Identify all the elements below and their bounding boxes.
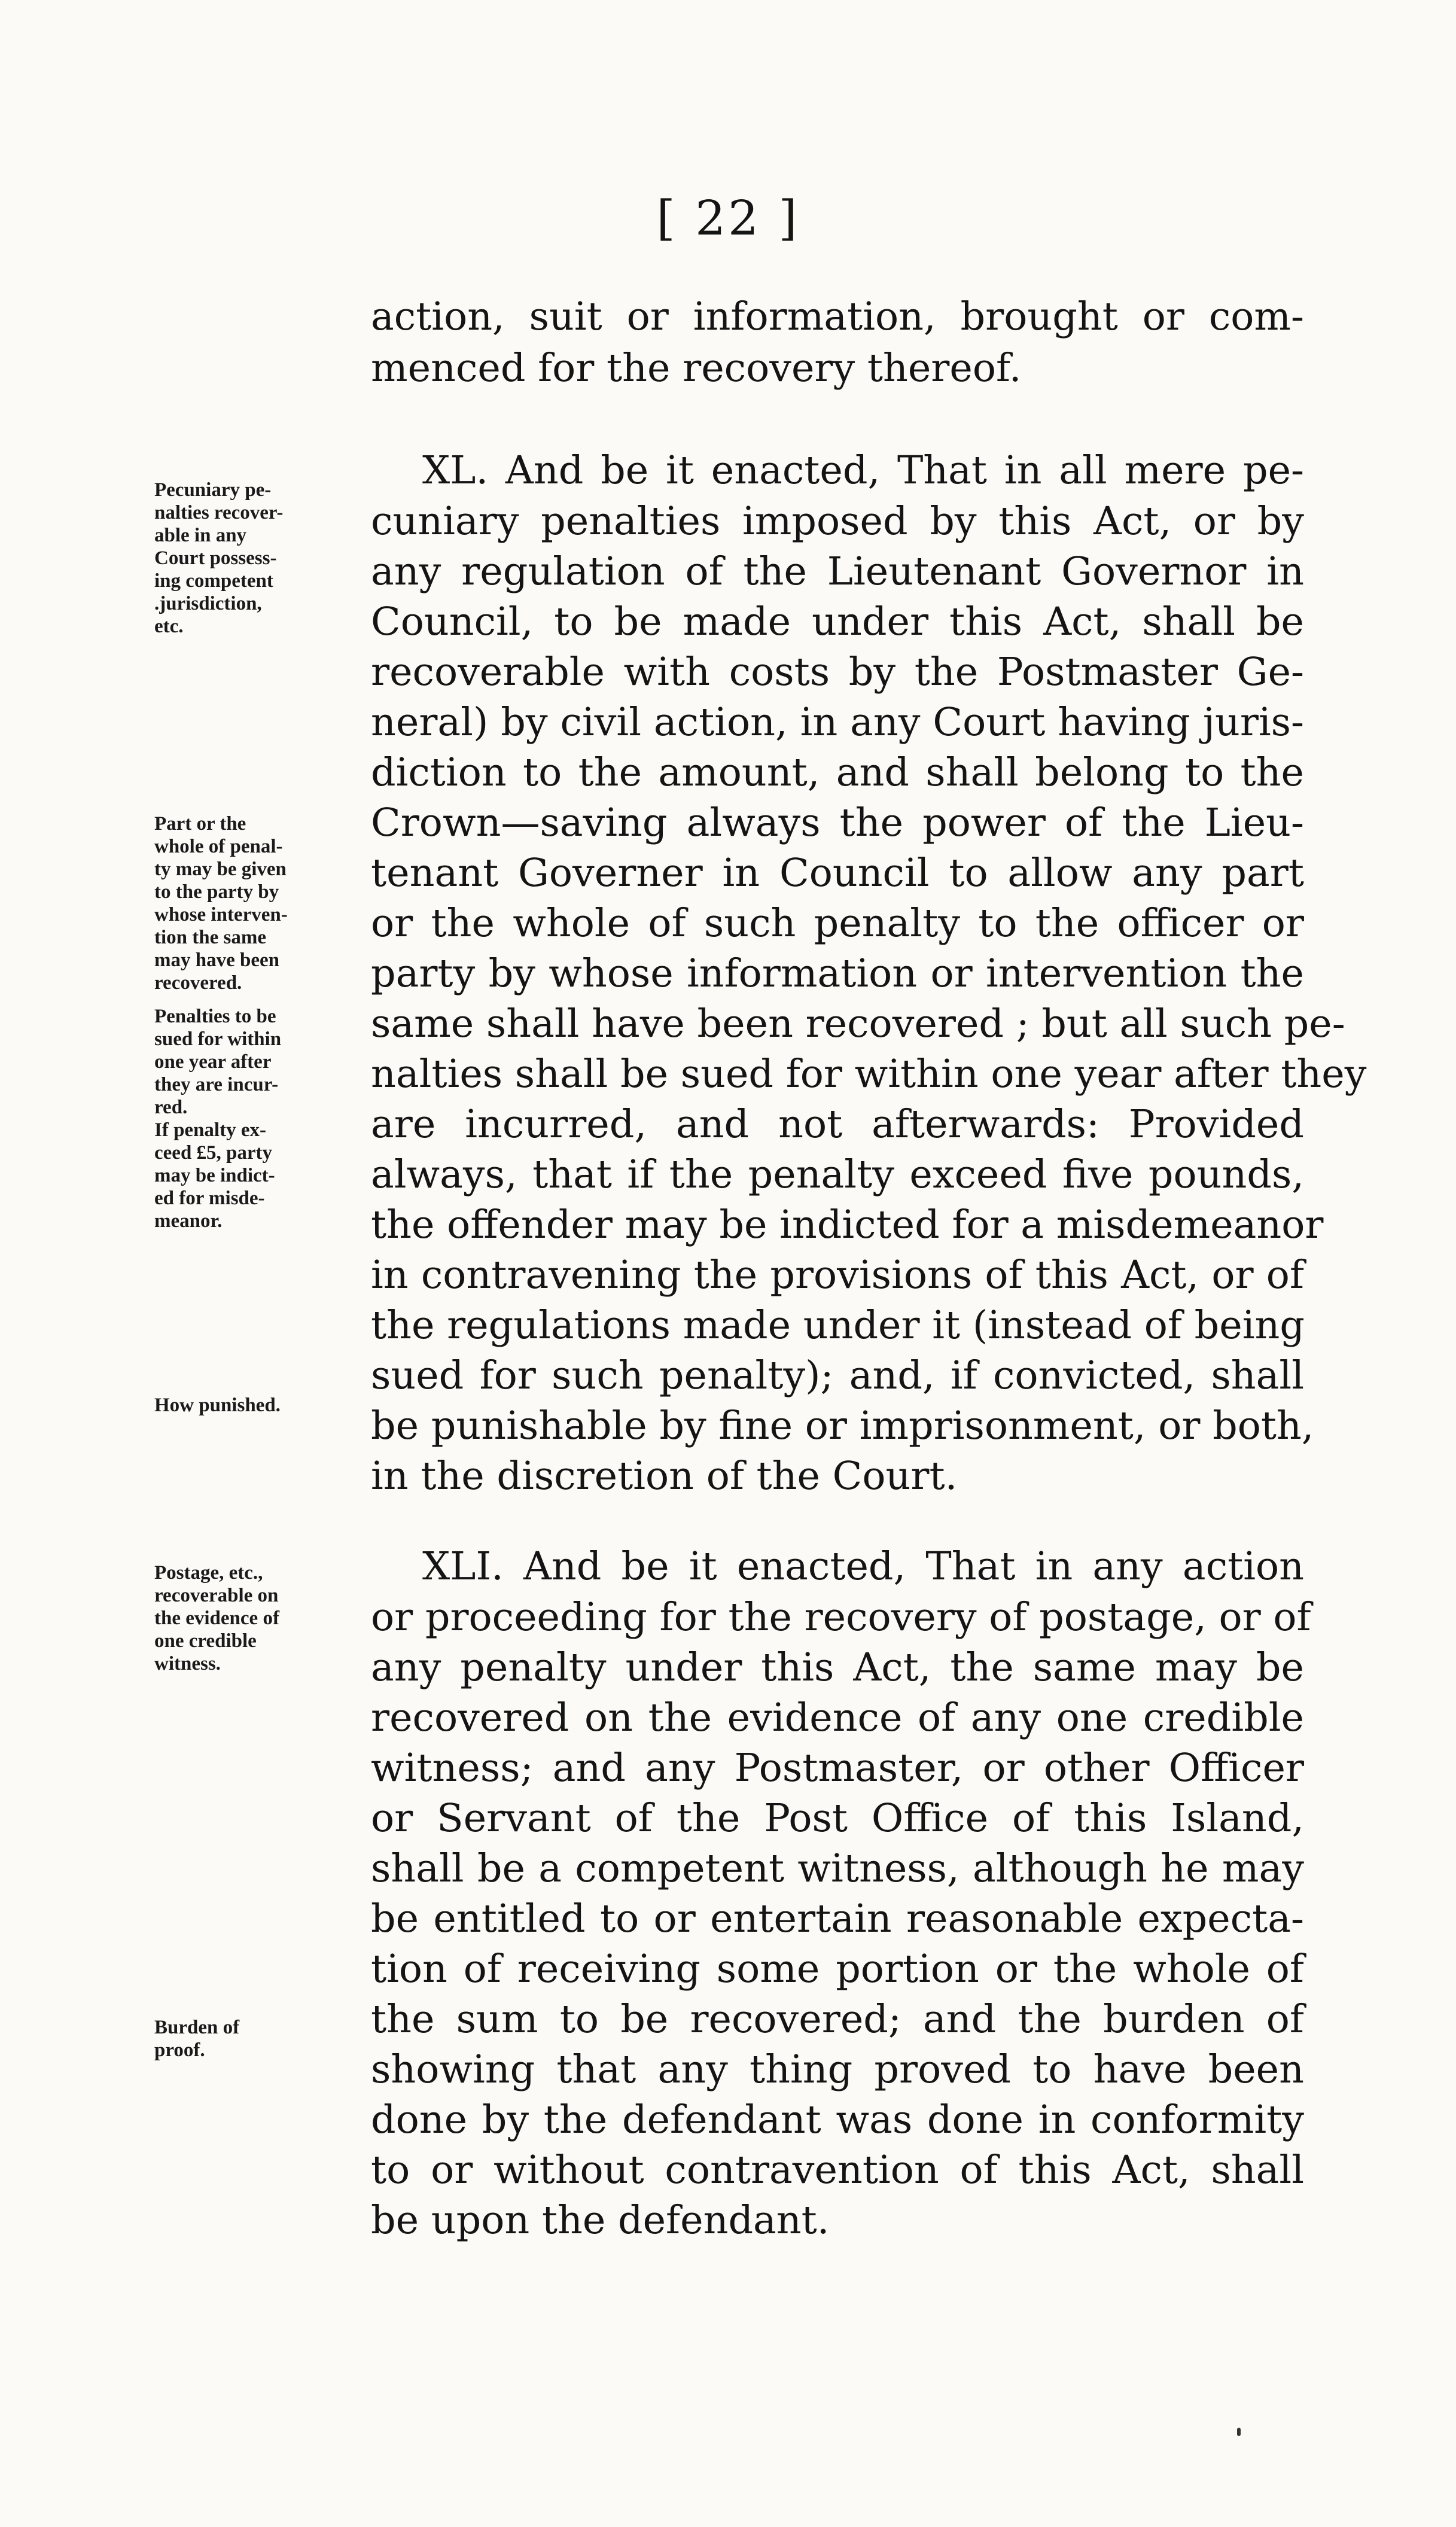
body-line: in the discretion of the Court. (371, 1454, 958, 1499)
body-line: the sum to be recovered; and the burden of (371, 1997, 1304, 2042)
body-line: to or without contravention of this Act, shall (371, 2148, 1304, 2193)
body-line: Crown—saving always the power of the Lieu- (371, 800, 1304, 845)
body-line: sued for such penalty); and, if convicted, shall (371, 1353, 1304, 1398)
margin-note-line: How punished. (154, 1395, 281, 1416)
body-line: be entitled to or entertain reasonable expecta- (371, 1896, 1304, 1941)
margin-note-line: witness. (154, 1653, 221, 1674)
body-line: diction to the amount, and shall belong to the (371, 750, 1304, 795)
body-line: or proceeding for the recovery of postage, or of (371, 1595, 1311, 1640)
margin-note-line: the evidence of (154, 1607, 279, 1629)
body-line: be upon the defendant. (371, 2198, 830, 2243)
margin-note-line: etc. (154, 616, 184, 637)
margin-note-line: ty may be given (154, 858, 287, 880)
margin-note-line: nalties recover- (154, 502, 284, 523)
body-line: action, suit or information, brought or com- (371, 294, 1304, 339)
margin-note-line: red. (154, 1097, 188, 1118)
margin-note-line: Penalties to be (154, 1006, 276, 1027)
section-xli-heading-line: XLI. And be it enacted, That in any action (422, 1544, 1304, 1589)
body-line: recovered on the evidence of any one credible (371, 1695, 1304, 1740)
ink-speck (1237, 2428, 1241, 2436)
margin-note-line: If penalty ex- (154, 1119, 266, 1141)
margin-note-line: whose interven- (154, 904, 288, 925)
margin-note-line: recoverable on (154, 1585, 279, 1606)
body-line: witness; and any Postmaster, or other Officer (371, 1746, 1304, 1791)
section-xl-heading-line: XL. And be it enacted, That in all mere pe- (422, 448, 1304, 493)
body-line: or the whole of such penalty to the officer or (371, 901, 1304, 946)
margin-note-line: recovered. (154, 972, 242, 994)
margin-note-line: ed for misde- (154, 1188, 265, 1209)
margin-note-line: sued for within (154, 1028, 282, 1050)
body-line: Council, to be made under this Act, shall be (371, 599, 1304, 644)
body-line: always, that if the penalty exceed five pounds, (371, 1152, 1304, 1197)
body-line: showing that any thing proved to have been (371, 2047, 1304, 2092)
margin-note-line: meanor. (154, 1210, 223, 1232)
body-line: tenant Governer in Council to allow any part (371, 851, 1304, 896)
margin-note-line: may be indict- (154, 1165, 275, 1186)
body-line: the offender may be indicted for a misdemeanor (371, 1202, 1324, 1247)
margin-note-line: Court possess- (154, 547, 277, 569)
margin-note-line: Part or the (154, 813, 246, 835)
body-line: done by the defendant was done in conformity (371, 2097, 1304, 2142)
margin-note-line: may have been (154, 949, 279, 971)
body-line: party by whose information or intervention the (371, 951, 1304, 996)
margin-note-line: tion the same (154, 927, 266, 948)
body-line: menced for the recovery thereof. (371, 346, 1022, 391)
body-line: any penalty under this Act, the same may be (371, 1645, 1304, 1690)
body-line: the regulations made under it (instead of being (371, 1303, 1305, 1348)
body-line: neral) by civil action, in any Court having juris- (371, 700, 1304, 745)
margin-note-line: one year after (154, 1051, 272, 1073)
body-line: recoverable with costs by the Postmaster Ge- (371, 650, 1304, 695)
margin-note-line: one credible (154, 1630, 257, 1652)
margin-note-line: they are incur- (154, 1074, 279, 1095)
margin-note-line: to the party by (154, 881, 279, 903)
margin-note-line: able in any (154, 525, 247, 546)
body-line: are incurred, and not afterwards: Provided (371, 1102, 1304, 1147)
margin-note-line: Pecuniary pe- (154, 479, 272, 501)
body-line: in contravening the provisions of this Act, or of (371, 1253, 1304, 1298)
margin-note-line: ceed £5, party (154, 1142, 273, 1164)
body-line: nalties shall be sued for within one year after they (371, 1052, 1367, 1097)
body-line: shall be a competent witness, although he may (371, 1846, 1304, 1891)
body-line: any regulation of the Lieutenant Governor in (371, 549, 1304, 594)
body-line: cuniary penalties imposed by this Act, or by (371, 499, 1304, 544)
margin-note-line: proof. (154, 2039, 205, 2061)
margin-note-line: ing competent (154, 570, 273, 592)
margin-note-line: Burden of (154, 2017, 240, 2038)
margin-note-line: Postage, etc., (154, 1562, 263, 1584)
margin-note-line: whole of penal- (154, 836, 283, 857)
body-line: tion of receiving some portion or the whole of (371, 1947, 1304, 1992)
page-number: [ 22 ] (656, 190, 800, 246)
body-line: same shall have been recovered ; but all such pe- (371, 1001, 1345, 1046)
body-line: or Servant of the Post Office of this Island, (371, 1796, 1304, 1841)
body-line: be punishable by fine or imprisonment, or both, (371, 1403, 1314, 1448)
margin-note-line: .jurisdiction, (154, 593, 262, 614)
